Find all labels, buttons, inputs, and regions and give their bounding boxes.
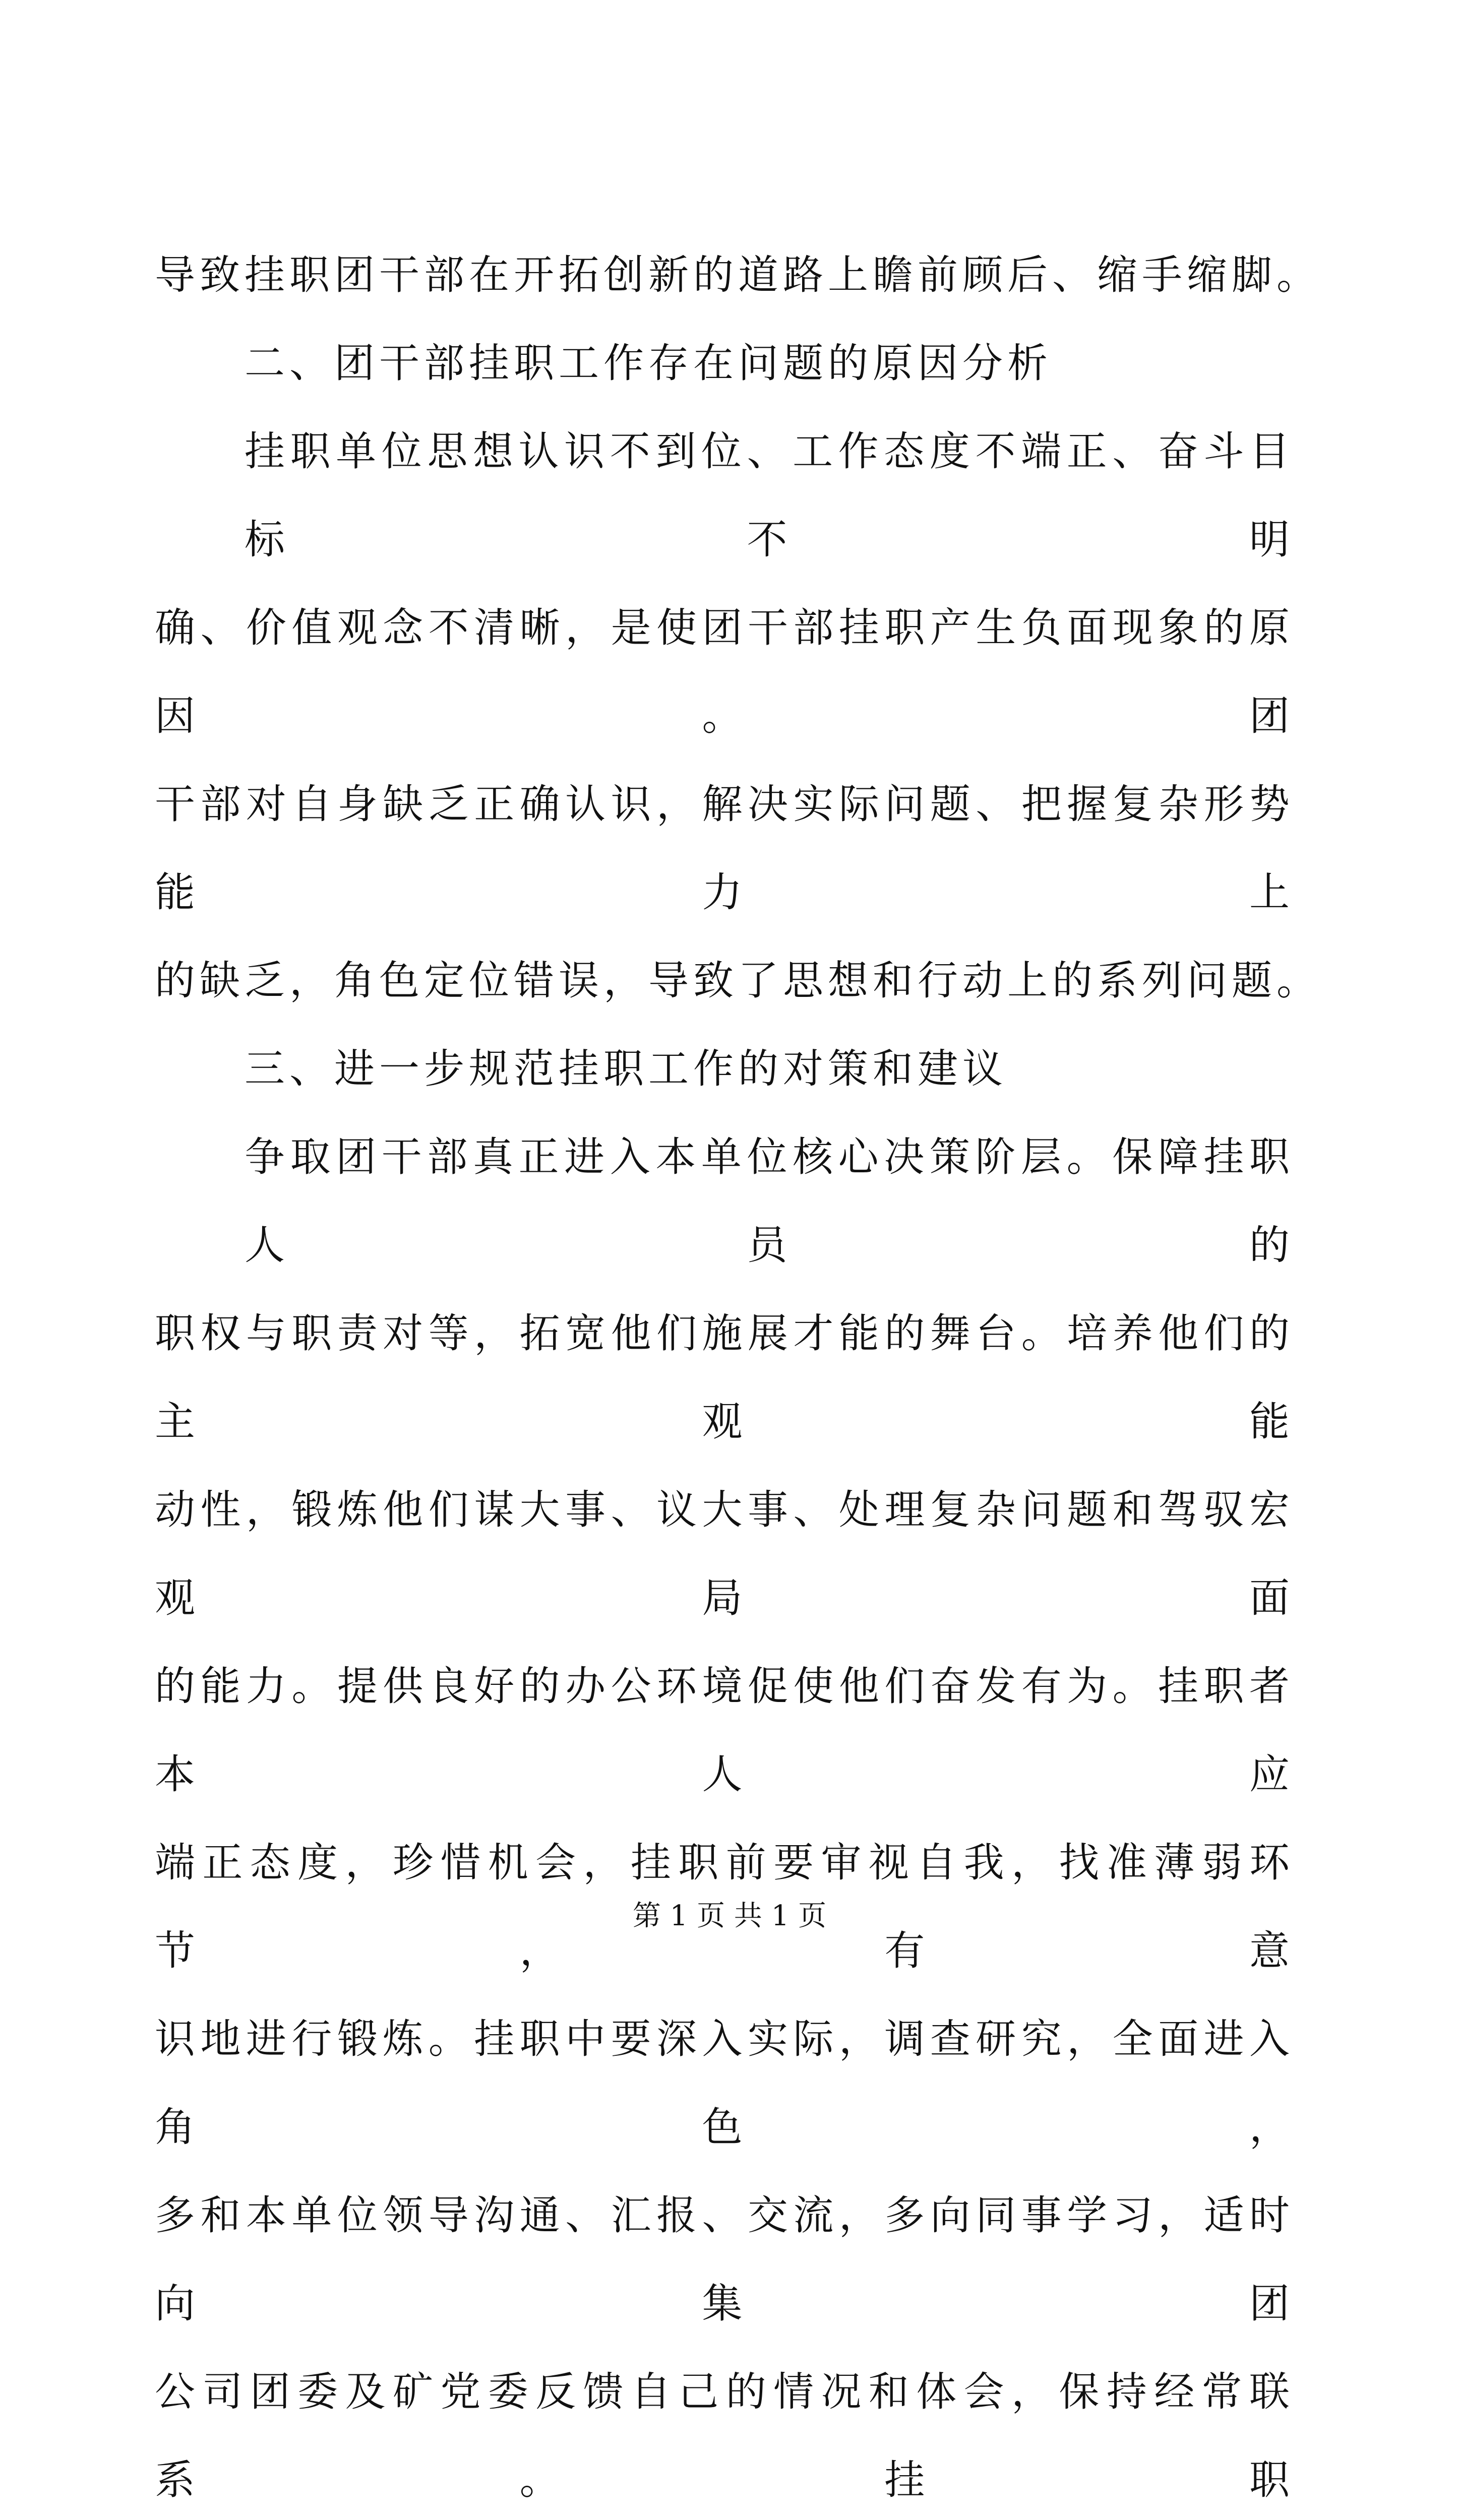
- text-line: 识地进行锻炼。挂职中要深入实际，调查研究，全面进入角色，: [155, 2015, 1294, 2151]
- text-line: 公司团委及矿党委反馈自己的情况和体会，保持经常联系。挂职: [155, 2368, 1294, 2503]
- text-line: 挂职单位思想认识不到位、工作态度不端正、奋斗目标不明: [245, 428, 1294, 563]
- text-line: 导致挂职团干部在开拓创新的道路上瞻前顾后、缩手缩脚。: [155, 251, 1321, 298]
- text-line: 争取团干部真正进入本单位核心决策阶层。保障挂职人员的: [245, 1133, 1294, 1269]
- text-line: 职权与职责对等，拓宽他们施展才能的舞台。培养他们的主观能: [155, 1310, 1294, 1445]
- text-line: 多和本单位领导沟通、汇报、交流，多向同事学习，适时向集团: [155, 2192, 1294, 2327]
- page-number-label: 第 1 页 共 1 页: [632, 1900, 827, 1932]
- text-line: 的缺乏，角色定位错误，导致了思想和行动上的系列问题。: [155, 957, 1321, 1004]
- document-body: [155, 231, 1321, 2520]
- text-line: 动性，锻炼他们谋大事、议大事、处理复杂问题和驾驭宏观局面: [155, 1486, 1294, 1621]
- text-line: 的能力。提供良好的办公环境促使他们奋发有为。挂职者本人应: [155, 1663, 1294, 1798]
- page-footer: [0, 1896, 1459, 1936]
- text-line: 确、价值观念不清晰，是使团干部挂职产生负面现象的原因。团: [155, 604, 1294, 739]
- section-heading-3: 三、进一步规范挂职工作的对策和建议: [245, 1045, 1007, 1092]
- section-heading-2: 二、团干部挂职工作存在问题的原因分析: [245, 340, 1052, 387]
- text-line: 干部对自身缺乏正确认识，解决实际问题、把握复杂形势能力上: [155, 781, 1294, 916]
- text-line: 端正态度，珍惜机会，挂职前要审视自我，找准薄弱环节，有意: [155, 1839, 1294, 1974]
